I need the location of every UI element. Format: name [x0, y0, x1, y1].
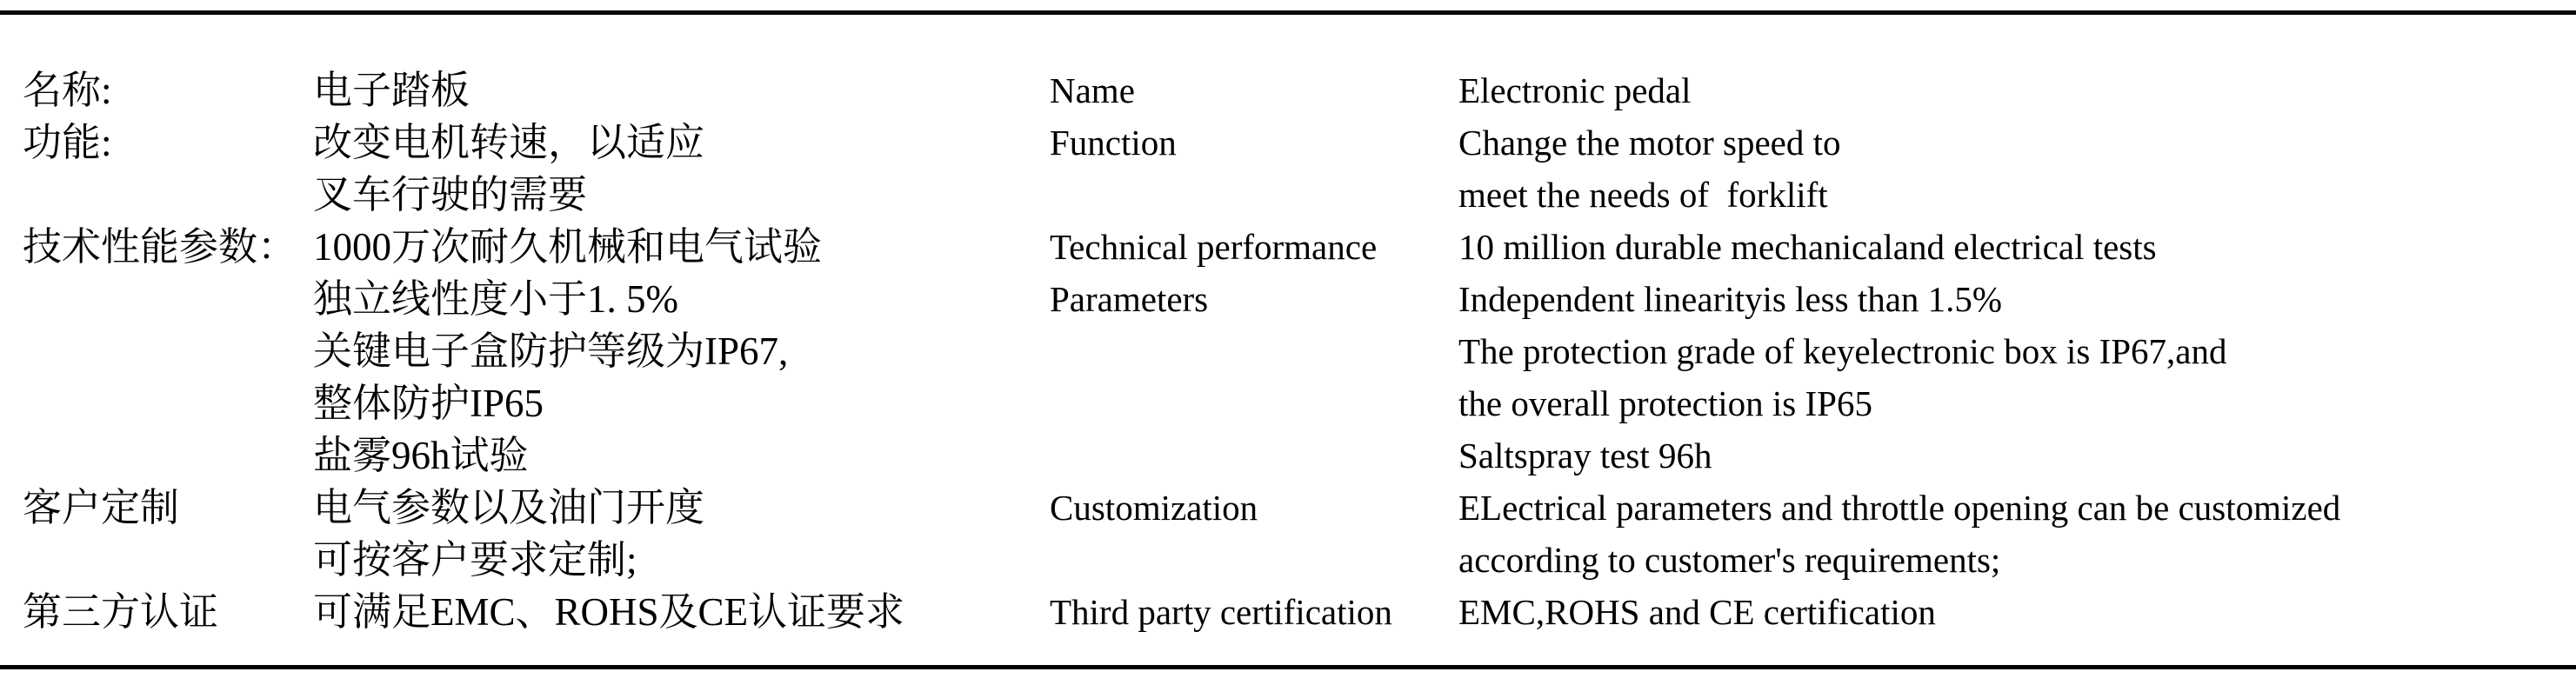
table-row	[23, 429, 2576, 482]
cn-label	[23, 325, 313, 377]
cn-label	[23, 169, 313, 221]
cn-value: 1000万次耐久机械和电气试验	[313, 225, 823, 269]
table-row	[23, 534, 2576, 586]
table-row	[23, 221, 2576, 273]
spec-table	[23, 64, 2576, 638]
cn-label	[23, 534, 313, 586]
table-row	[23, 325, 2576, 377]
en-label: Technical performance	[1050, 227, 1378, 267]
cn-label	[23, 273, 313, 325]
en-label	[1050, 429, 1458, 482]
en-value: the overall protection is IP65	[1458, 383, 1872, 423]
table-row	[23, 116, 2576, 169]
cn-value: 电气参数以及油门开度	[313, 486, 705, 529]
cn-value: 整体防护IP65	[313, 382, 544, 425]
en-value: according to customer's requirements;	[1458, 540, 2001, 580]
cn-value: 可按客户要求定制;	[313, 538, 637, 582]
en-label	[1050, 169, 1458, 221]
table-row	[23, 377, 2576, 429]
cn-label: 名称:	[23, 69, 112, 112]
cn-value: 独立线性度小于1. 5%	[313, 277, 678, 321]
cn-value: 关键电子盒防护等级为IP67,	[313, 329, 789, 373]
cn-label	[23, 429, 313, 482]
cn-label	[23, 377, 313, 429]
en-value: 10 million durable mechanicaland electrical tests	[1458, 227, 2157, 267]
cn-value: 可满足EMC、ROHS及CE认证要求	[313, 590, 905, 634]
en-value: The protection grade of keyelectronic box is IP67,and	[1458, 331, 2227, 371]
en-label	[1050, 534, 1458, 586]
en-label	[1050, 377, 1458, 429]
cn-value: 盐雾96h试验	[313, 434, 529, 477]
cn-label: 客户定制	[23, 486, 180, 529]
top-rule	[0, 10, 2576, 15]
cn-value: 电子踏板	[313, 69, 470, 112]
cn-label: 第三方认证	[23, 590, 219, 634]
en-label: Function	[1050, 123, 1177, 163]
en-value: Independent linearityis less than 1.5%	[1458, 279, 2003, 319]
cn-value: 叉车行驶的需要	[313, 173, 588, 216]
table-row	[23, 169, 2576, 221]
table-row	[23, 482, 2576, 534]
en-value: Change the motor speed to	[1458, 123, 1841, 163]
bottom-rule	[0, 665, 2576, 669]
table-row	[23, 64, 2576, 116]
cn-label: 功能:	[23, 121, 112, 164]
en-label: Customization	[1050, 488, 1258, 528]
en-value: Electronic pedal	[1458, 70, 1692, 110]
en-label: Parameters	[1050, 279, 1209, 319]
table-row	[23, 586, 2576, 638]
en-label: Name	[1050, 70, 1135, 110]
en-value: meet the needs of forklift	[1458, 175, 1828, 215]
table-row	[23, 273, 2576, 325]
en-label	[1050, 325, 1458, 377]
en-value: Saltspray test 96h	[1458, 436, 1712, 476]
en-value: ELectrical parameters and throttle opening can be customized	[1458, 488, 2341, 528]
en-label: Third party certification	[1050, 592, 1392, 632]
cn-label: 技术性能参数：	[23, 225, 297, 269]
en-value: EMC,ROHS and CE certification	[1458, 592, 1936, 632]
cn-value: 改变电机转速，以适应	[313, 121, 705, 164]
